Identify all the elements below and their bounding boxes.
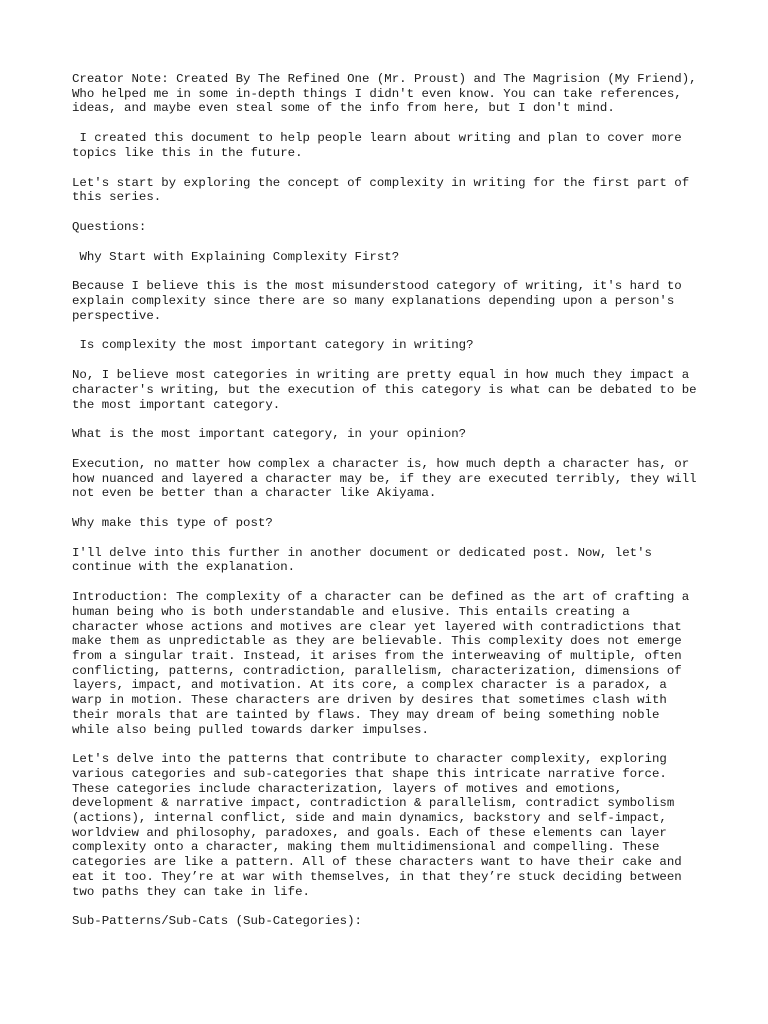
purpose-paragraph: I created this document to help people learn about writing and plan to cover more topics like this in the future.	[72, 131, 690, 160]
series-intro-paragraph: Let's start by exploring the concept of complexity in writing for the first part of this series.	[72, 175, 697, 205]
creator-note-paragraph: Creator Note: Created By The Refined One (Mr. Proust) and The Magrision (My Friend), Who helped me in some in-depth things I didn't even know. You can take references, ideas, and maybe even steal some of the info from here, but I don't mind.	[72, 72, 705, 116]
document-page	[72, 72, 705, 944]
question-why-post: Why make this type of post?	[72, 516, 273, 531]
answer-why-post: I'll delve into this further in another document or dedicated post. Now, let's continue with the explanation.	[72, 545, 660, 575]
question-opinion: What is the most important category, in your opinion?	[72, 427, 467, 442]
answer-opinion: Execution, no matter how complex a character is, how much depth a character has, or how nuanced and layered a character may be, if they are executed terribly, they will not even be better than a character like Akiyama.	[72, 456, 705, 501]
patterns-paragraph: Let's delve into the patterns that contribute to character complexity, exploring various categories and sub-categories that shape this intricate narrative force. These categories include characterization, layers of motives and emotions, development & narrative impact, contradiction & parallelism, contradict symbolism (actions), internal conflict, side and main dynamics, backstory and self-impact, worldview and philosophy, paradoxes, and goals. Each of these elements can layer complexity onto a character, making them multidimensional and compelling. These categories are like a pattern. All of these characters want to have their cake and eat it too. They’re at war with themselves, in that they’re stuck deciding between two paths they can take in life.	[72, 752, 690, 899]
answer-most-important: No, I believe most categories in writing are pretty equal in how much they impact a character's writing, but the execution of this category is what can be debated to be the most important category.	[72, 368, 705, 412]
questions-heading: Questions:	[72, 219, 147, 234]
sub-categories-heading: Sub-Patterns/Sub-Cats (Sub-Categories):	[72, 914, 362, 929]
answer-why-complexity: Because I believe this is the most misunderstood category of writing, it's hard to explain complexity since there are so many explanations depending upon a person's perspective.	[72, 279, 690, 323]
question-most-important: Is complexity the most important category in writing?	[72, 338, 474, 353]
introduction-paragraph: Introduction: The complexity of a character can be defined as the art of crafting a human being who is both understandable and elusive. This entails creating a character whose actions and motives are clear yet layered with contradictions that make them as unpredictable as they are believable. This complexity does not emerge from a singular trait. Instead, it arises from the interweaving of multiple, often conflicting, patterns, contradiction, parallelism, characterization, dimensions of layers, impact, and motivation. At its core, a complex character is a paradox, a warp in motion. These characters are driven by desires that sometimes clash with their morals that are tainted by flaws. They may dream of being something noble while also being pulled towards darker impulses.	[72, 590, 697, 737]
question-why-complexity: Why Start with Explaining Complexity First?	[72, 249, 400, 264]
